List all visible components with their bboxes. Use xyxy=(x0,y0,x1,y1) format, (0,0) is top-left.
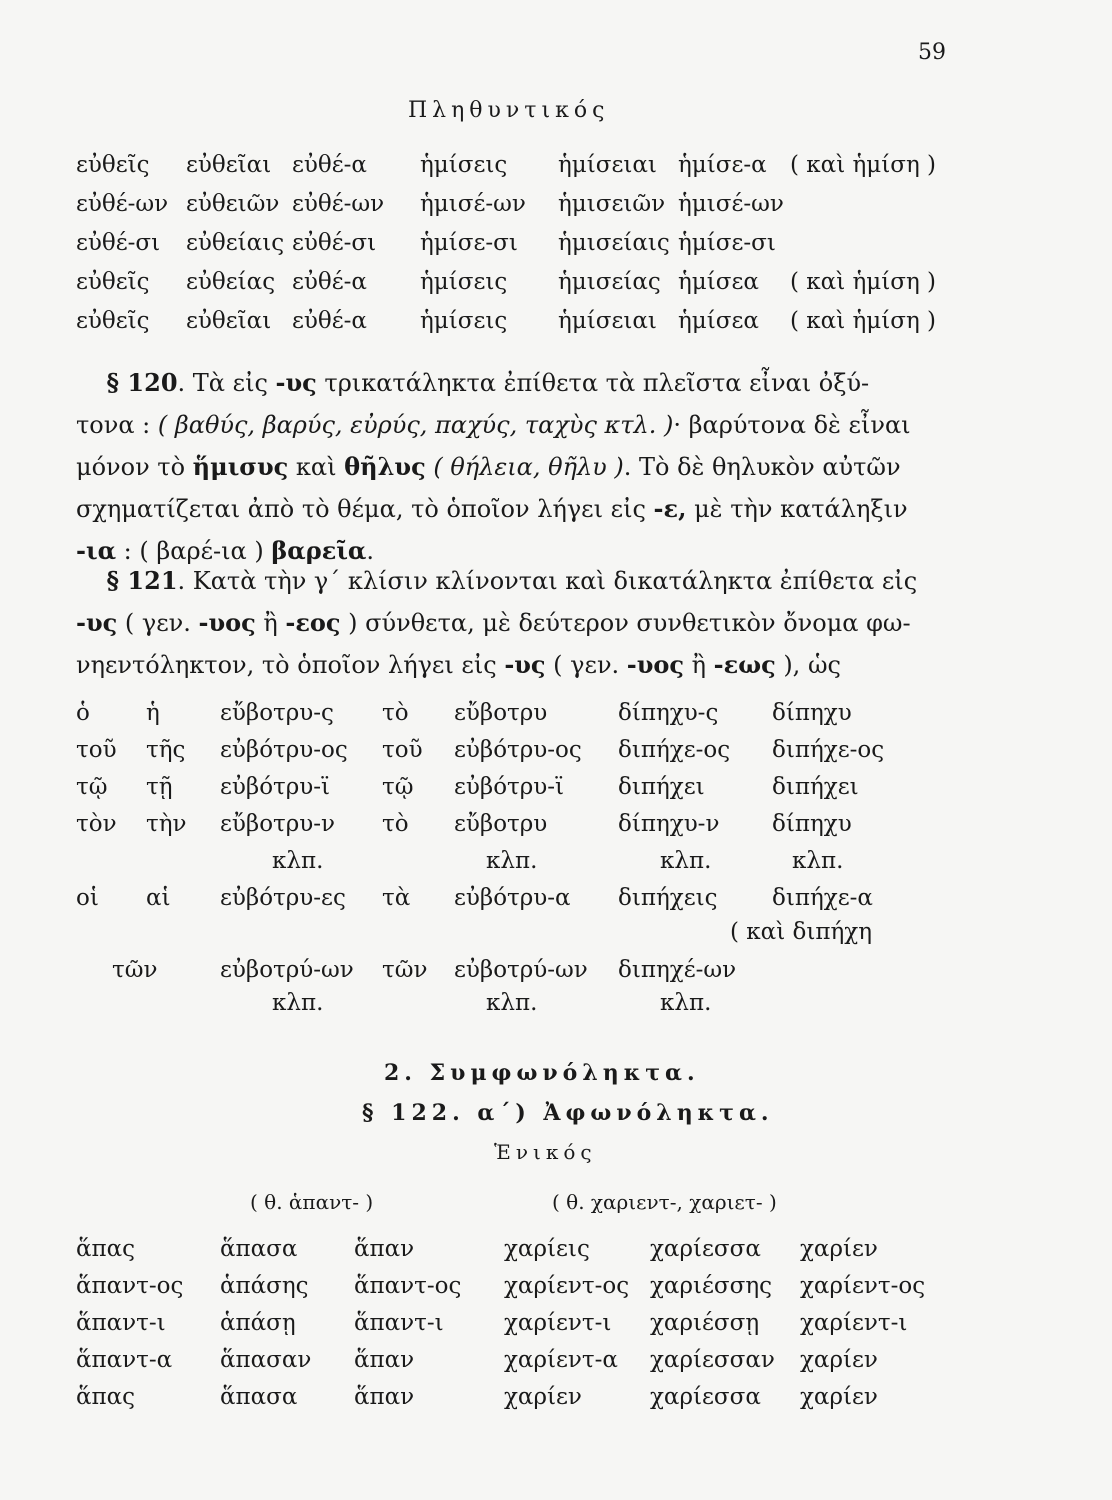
cell: ἅπαντ-ος xyxy=(76,1273,184,1299)
section-120 xyxy=(76,362,952,572)
cell: ἡμίσεις xyxy=(420,269,508,295)
text: . xyxy=(366,537,375,565)
cell: ἅπασαν xyxy=(220,1347,312,1373)
cell: διπήχει xyxy=(772,774,859,800)
cell: εὐθειῶν xyxy=(186,191,280,217)
cell: δίπηχυ-ν xyxy=(618,811,720,837)
text: ἢ xyxy=(684,651,714,679)
cell: ἡμίσειαι xyxy=(558,152,657,178)
cell: εὐβότρυ-ος xyxy=(454,737,582,763)
cell: εὔβοτρυ xyxy=(454,700,548,726)
bold-term: θῆλυς xyxy=(344,452,426,481)
cell: χαριέσσῃ xyxy=(650,1310,760,1336)
cell: χαρίεντ-ος xyxy=(504,1273,630,1299)
cell: ἡμισειῶν xyxy=(558,191,666,217)
cell: τῷ xyxy=(382,774,414,800)
cell-etc: κλπ. xyxy=(486,990,538,1016)
cell-etc: κλπ. xyxy=(660,848,712,874)
cell: χαριέσσης xyxy=(650,1273,772,1299)
text: ) σύνθετα, μὲ δεύτερον συνθετικὸν ὄνομα φω- xyxy=(340,609,911,637)
cell: εὐθέ-ων xyxy=(292,191,385,217)
cell: εὐθείαις xyxy=(186,230,285,256)
cell: τῶν xyxy=(112,957,158,983)
cell: εὐθέ-σι xyxy=(76,230,161,256)
cell: ἡμισέ-ων xyxy=(678,191,784,217)
cell: εὐθέ-α xyxy=(292,308,367,334)
cell: χαρίεν xyxy=(800,1347,878,1373)
cell: εὐθέ-α xyxy=(292,269,367,295)
cell: διπήχε-ος xyxy=(618,737,731,763)
text-line xyxy=(76,560,952,602)
text: καὶ xyxy=(288,453,345,481)
text: · βαρύτονα δὲ εἶναι xyxy=(673,411,911,439)
cell: ἡμίσεα xyxy=(678,308,759,334)
cell-etc: κλπ. xyxy=(660,990,712,1016)
cell: τῇ xyxy=(146,774,173,800)
cell: χαρίεν xyxy=(800,1236,878,1262)
cell: διπήχει xyxy=(618,774,705,800)
cell: ἅπαντ-ος xyxy=(354,1273,462,1299)
cell: ἅπας xyxy=(76,1236,136,1262)
cell: διπήχεις xyxy=(618,885,718,911)
cell: ( καὶ ἡμίση ) xyxy=(790,152,937,178)
cell: εὐβότρυ-ϊ xyxy=(220,774,331,800)
cell: εὐθεῖς xyxy=(76,308,150,334)
cell: εὐθέ-σι xyxy=(292,230,377,256)
cell: ἅπαν xyxy=(354,1236,415,1262)
cell: αἱ xyxy=(146,885,171,911)
cell-note: ( καὶ διπήχη xyxy=(730,919,872,945)
cell: ἡμισέ-ων xyxy=(420,191,526,217)
text: ἢ xyxy=(255,609,286,637)
cell: χαρίεντ-ι xyxy=(504,1310,612,1336)
heading-consonant-stems: 2. Συμφωνόληκτα. xyxy=(384,1060,700,1086)
cell: εὐβότρυ-α xyxy=(454,885,571,911)
cell: τὸν xyxy=(76,811,117,837)
text: . Κατὰ τὴν γ΄ κλίσιν κλίνονται καὶ δικατάληκτα ἐπίθετα εἰς xyxy=(177,567,918,595)
text: μόνον τὸ xyxy=(76,453,193,481)
cell: ἅπαντ-ι xyxy=(354,1310,444,1336)
cell: χαρίεσσαν xyxy=(650,1347,775,1373)
bold-term: -υς xyxy=(504,650,546,679)
cell-etc: κλπ. xyxy=(486,848,538,874)
cell: ἡμίσεις xyxy=(420,308,508,334)
cell: ὁ xyxy=(76,700,90,726)
page-number: 59 xyxy=(918,40,946,65)
plural-heading: Πληθυντικός xyxy=(408,98,610,123)
italic-examples: ( βαθύς, βαρύς, εὐρύς, παχύς, ταχὺς κτλ. ) xyxy=(157,411,674,439)
cell: χαρίεσσα xyxy=(650,1236,761,1262)
cell: ( καὶ ἡμίση ) xyxy=(790,269,937,295)
cell: χαρίεσσα xyxy=(650,1384,761,1410)
cell: χαρίεντ-α xyxy=(504,1347,618,1373)
cell: ( καὶ ἡμίση ) xyxy=(790,308,937,334)
text: νηεντόληκτον, τὸ ὁποῖον λήγει εἰς xyxy=(76,651,505,679)
cell: ἡμίσε-σι xyxy=(420,230,518,256)
cell: εὔβοτρυ-ν xyxy=(220,811,336,837)
text: σχηματίζεται ἀπὸ τὸ θέμα, τὸ ὁποῖον λήγει εἰς xyxy=(76,495,654,523)
bold-term: -εως xyxy=(713,650,776,679)
cell: χαρίεις xyxy=(504,1236,590,1262)
text: . Τὸ δὲ θηλυκὸν αὐτῶν xyxy=(623,453,901,481)
text: ( γεν. xyxy=(117,609,199,637)
bold-term: -υος xyxy=(198,608,256,637)
theme-apant: ( θ. ἁπαντ- ) xyxy=(250,1190,374,1214)
italic-examples: ( θήλεια, θῆλυ ) xyxy=(433,453,624,481)
cell: εὐβότρυ-ϊ xyxy=(454,774,565,800)
cell: ἅπαντ-α xyxy=(76,1347,173,1373)
cell: τὸ xyxy=(382,811,409,837)
cell: εὐθέ-ων xyxy=(76,191,169,217)
cell: εὔβοτρυ xyxy=(454,811,548,837)
text: ( γεν. xyxy=(545,651,627,679)
cell: ἡμίσειαι xyxy=(558,308,657,334)
bold-term: -υος xyxy=(626,650,685,679)
cell: εὐθείας xyxy=(186,269,276,295)
singular-heading: Ἑνικός xyxy=(494,1140,597,1164)
heading-section-122: § 122. α΄) Ἀφωνόληκτα. xyxy=(362,1100,774,1126)
cell-etc: κλπ. xyxy=(272,848,324,874)
cell: ἅπαντ-ι xyxy=(76,1310,166,1336)
theme-charient: ( θ. χαριεντ-, χαριετ- ) xyxy=(552,1190,777,1214)
cell: τὰ xyxy=(382,885,411,911)
cell: τοῦ xyxy=(382,737,423,763)
cell: χαρίεντ-ι xyxy=(800,1310,908,1336)
bold-term: -ια xyxy=(76,536,117,565)
section-number: § 120 xyxy=(106,368,178,397)
cell-etc: κλπ. xyxy=(792,848,844,874)
cell: ἁπάσῃ xyxy=(220,1310,296,1336)
text: τρικατάληκτα ἐπίθετα τὰ πλεῖστα εἶναι ὀξύ- xyxy=(316,369,870,397)
text: τονα : xyxy=(76,411,158,439)
cell: ἅπασα xyxy=(220,1384,298,1410)
cell: ἅπαν xyxy=(354,1347,415,1373)
cell: εὐβοτρύ-ων xyxy=(454,957,588,983)
bold-term: βαρεῖα xyxy=(271,536,367,565)
bold-term: -υς xyxy=(76,608,118,637)
cell: δίπηχυ xyxy=(772,700,852,726)
cell: τὴν xyxy=(146,811,187,837)
cell: τῷ xyxy=(76,774,108,800)
cell: εὐθεῖς xyxy=(76,269,150,295)
text-line xyxy=(76,362,952,404)
bold-term: -υς xyxy=(275,368,317,397)
cell: ἡμισείας xyxy=(558,269,661,295)
cell: ἅπας xyxy=(76,1384,136,1410)
cell: ἅπασα xyxy=(220,1236,298,1262)
cell: εὐθεῖς xyxy=(76,152,150,178)
text: . Τὰ εἰς xyxy=(177,369,276,397)
section-number: § 121 xyxy=(106,566,178,595)
cell: εὐβότρυ-ες xyxy=(220,885,346,911)
cell: τὸ xyxy=(382,700,409,726)
cell: ἡμίσεις xyxy=(420,152,508,178)
cell: εὔβοτρυ-ς xyxy=(220,700,334,726)
cell: δίπηχυ-ς xyxy=(618,700,719,726)
cell: τῆς xyxy=(146,737,186,763)
text-line xyxy=(76,404,952,446)
bold-term: -εος xyxy=(285,608,341,637)
cell: ἡμίσε-σι xyxy=(678,230,776,256)
cell: ἁπάσης xyxy=(220,1273,309,1299)
cell: δίπηχυ xyxy=(772,811,852,837)
cell: τῶν xyxy=(382,957,428,983)
cell: ἡμίσεα xyxy=(678,269,759,295)
cell: εὐθεῖαι xyxy=(186,308,272,334)
bold-term: ἥμισυς xyxy=(192,452,289,481)
cell: εὐθεῖαι xyxy=(186,152,272,178)
bold-term: -ε, xyxy=(653,494,687,523)
text-line xyxy=(76,602,952,644)
cell: ἡ xyxy=(146,700,160,726)
cell: οἱ xyxy=(76,885,99,911)
cell: χαρίεν xyxy=(800,1384,878,1410)
text-line xyxy=(76,644,952,686)
text: : ( βαρέ-ια ) xyxy=(116,537,272,565)
cell: χαρίεντ-ος xyxy=(800,1273,926,1299)
cell: διπηχέ-ων xyxy=(618,957,737,983)
cell: εὐβοτρύ-ων xyxy=(220,957,354,983)
cell: διπήχε-α xyxy=(772,885,873,911)
cell: ἡμισείαις xyxy=(558,230,670,256)
cell: εὐθέ-α xyxy=(292,152,367,178)
cell: εὐβότρυ-ος xyxy=(220,737,348,763)
cell: χαρίεν xyxy=(504,1384,582,1410)
text-line xyxy=(76,446,952,488)
section-121 xyxy=(76,560,952,686)
cell: ἅπαν xyxy=(354,1384,415,1410)
text: μὲ τὴν κατάληξιν xyxy=(686,495,908,523)
cell: διπήχε-ος xyxy=(772,737,885,763)
cell-etc: κλπ. xyxy=(272,990,324,1016)
cell: τοῦ xyxy=(76,737,117,763)
text-line xyxy=(76,488,952,530)
cell: ἡμίσε-α xyxy=(678,152,767,178)
text: ), ὡς xyxy=(775,651,841,679)
